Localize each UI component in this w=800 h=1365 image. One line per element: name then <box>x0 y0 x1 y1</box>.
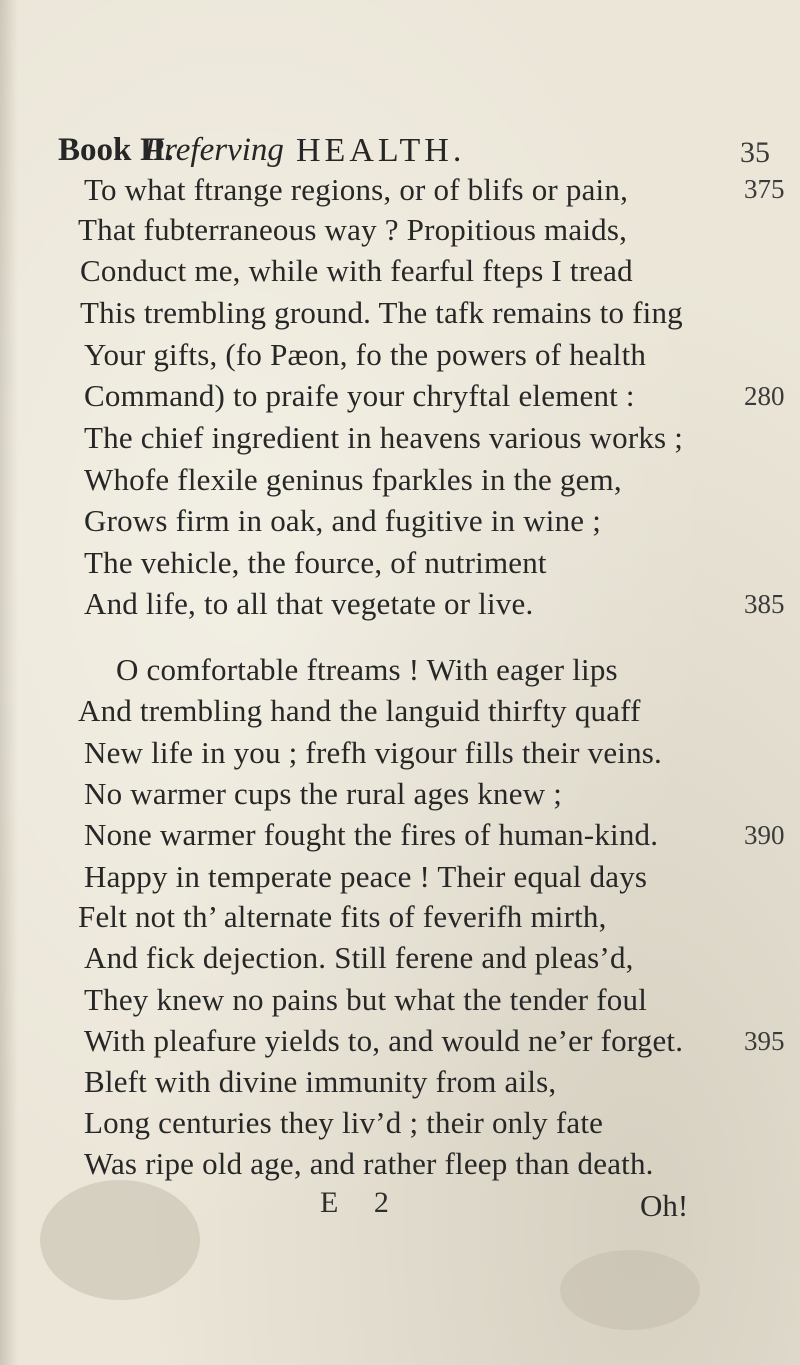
verse-line: Command) to praife your chryftal element : <box>84 378 635 413</box>
verse-line: No warmer cups the rural ages knew ; <box>84 776 563 811</box>
catchword: Oh! <box>640 1188 689 1223</box>
verse-line: Long centuries they liv’d ; their only fate <box>84 1105 604 1140</box>
verse-line: O comfortable ftreams ! With eager lips <box>116 652 618 687</box>
line-number: 375 <box>744 174 785 204</box>
line-number: 385 <box>744 589 785 619</box>
running-title: HEALTH. <box>296 132 466 169</box>
verse-line: Your gifts, (fo Pæon, fo the powers of health <box>84 337 647 372</box>
verse-line: And life, to all that vegetate or live. <box>84 586 534 621</box>
verse-line: The vehicle, the fource, of nutriment <box>84 545 547 580</box>
verse-line: Conduct me, while with fearful fteps I tread <box>80 253 633 288</box>
verse-line: Happy in temperate peace ! Their equal days <box>84 859 648 894</box>
verse-line: That fubterraneous way ? Propitious maids, <box>78 212 628 247</box>
verse-line: The chief ingredient in heavens various works ; <box>84 420 684 455</box>
verse-line: They knew no pains but what the tender foul <box>84 982 648 1017</box>
signature-mark: E 2 <box>320 1186 403 1219</box>
verse-line: None warmer fought the fires of human-kind. <box>84 817 659 852</box>
verse-line: Grows firm in oak, and fugitive in wine ; <box>84 503 602 538</box>
verse-line: And trembling hand the languid thirfty quaff <box>78 693 641 728</box>
verse-line: Felt not th’ alternate fits of feverifh mirth, <box>78 899 607 934</box>
verse-line: This trembling ground. The tafk remains to fing <box>80 295 683 330</box>
verse-line: Bleft with divine immunity from ails, <box>84 1064 557 1099</box>
verse-line: Whofe flexile geninus fparkles in the gem, <box>84 462 622 497</box>
verse-line: Was ripe old age, and rather fleep than death. <box>84 1146 654 1181</box>
verse-line: New life in you ; frefh vigour fills their veins. <box>84 735 663 770</box>
verse-line: To what ftrange regions, or of blifs or pain, <box>84 172 629 207</box>
page-number: 35 <box>740 136 770 169</box>
line-number: 280 <box>744 381 785 411</box>
line-numbers <box>84 0 800 1365</box>
line-number: 395 <box>744 1026 785 1056</box>
verse-line: And fick dejection. Still ferene and pleas’d, <box>84 940 634 975</box>
verse-line: With pleafure yields to, and would ne’er forget. <box>84 1023 684 1058</box>
book-number: Book II. <box>58 132 174 168</box>
running-subject: Preferving <box>144 132 284 168</box>
line-number: 390 <box>744 820 785 850</box>
